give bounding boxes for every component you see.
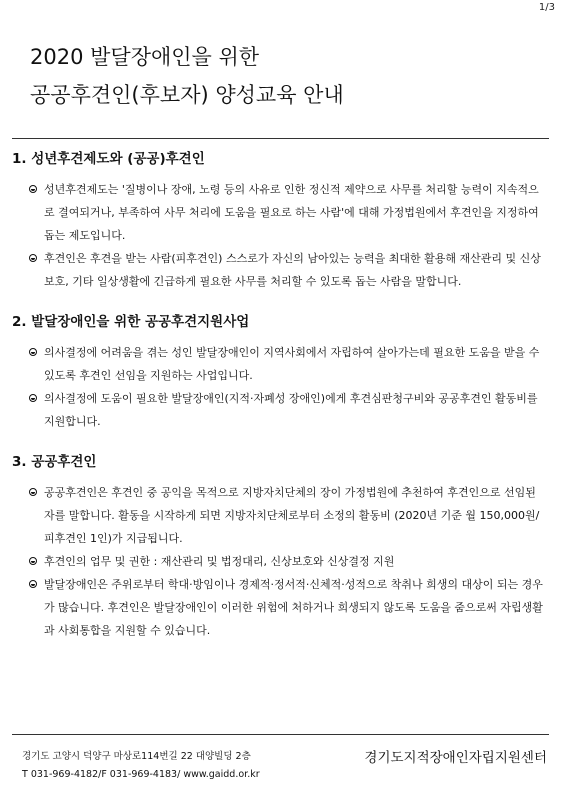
list-item-text: 발달장애인은 주위로부터 학대·방임이나 경제적·정서적·신체적·성적으로 착취나 희생의 대상이 되는 경우가 많습니다. 후견인은 발달장애인이 이러한 위험에 처하거나 희생되지 않도록 도움을 줌으로써 자립생활과 사회통합을 지원할 수 있습니다. [44,578,543,637]
page-number: 1/3 [538,2,555,13]
circle-bullet-icon [29,185,37,193]
circle-bullet-icon [29,254,37,262]
list-item [12,481,549,550]
footer-organization: 경기도지적장애인자립지원센터 [364,750,547,766]
list-item-text: 공공후견인은 후견인 중 공익을 목적으로 지방자치단체의 장이 가정법원에 추천하여 후견인으로 선임된 자를 말합니다. 활동을 시작하게 되면 지방자치단체로부터 소정의 활동비 (2020년 기준 월 150,000원/피후견인 1인)가 지급됩니다. [44,486,540,545]
list-item-text: 후견인의 업무 및 권한 : 재산관리 및 법정대리, 신상보호와 신상결정 지원 [44,555,395,568]
circle-bullet-icon [29,580,37,588]
list-item [12,387,549,433]
list-item [12,573,549,642]
list-item [12,247,549,293]
circle-bullet-icon [29,348,37,356]
list-item-text: 의사결정에 도움이 필요한 발달장애인(지적·자폐성 장애인)에게 후견심판청구비와 공공후견인 활동비를 지원합니다. [44,392,538,428]
bottom-divider [12,734,549,735]
list-item-text: 의사결정에 어려움을 겪는 성인 발달장애인이 지역사회에서 자립하여 살아가는데 필요한 도움을 받을 수 있도록 후견인 선임을 지원하는 사업입니다. [44,346,540,382]
list-item-text: 성년후견제도는 '질병이나 장애, 노령 등의 사유로 인한 정신적 제약으로 사무를 처리할 능력이 지속적으로 결여되거나, 부족하여 사무 처리에 도움을 필요로 하는 사람'에 대해 가정법원에서 후견인을 지정하여 돕는 제도입니다. [44,183,539,242]
section-3 [12,451,549,642]
circle-bullet-icon [29,488,37,496]
list-item [12,178,549,247]
document-body [12,148,549,660]
list-item-text: 후견인은 후견을 받는 사람(피후견인) 스스로가 자신의 남아있는 능력을 최대한 활용해 재산관리 및 신상보호, 기타 일상생활에 긴급하게 필요한 사무를 처리할 수 있도록 돕는 사람을 말합니다. [44,252,541,288]
section-1 [12,148,549,293]
section-2 [12,311,549,433]
top-divider [12,138,549,139]
section-heading: 3. 공공후견인 [12,454,97,470]
section-heading: 1. 성년후견제도와 (공공)후견인 [12,151,205,167]
footer-address: 경기도 고양시 덕양구 마상로114번길 22 대양빌딩 2층 [22,751,251,762]
title-line-1: 2020 발달장애인을 위한 [30,45,260,69]
list-item [12,550,549,573]
footer-contact-block [22,748,260,784]
list-item [12,341,549,387]
circle-bullet-icon [29,394,37,402]
title-line-2: 공공후견인(후보자) 양성교육 안내 [30,83,344,107]
footer-contact: T 031-969-4182/F 031-969-4183/ www.gaidd.or.kr [22,769,260,780]
page-title [30,38,344,114]
circle-bullet-icon [29,557,37,565]
section-heading: 2. 발달장애인을 위한 공공후견지원사업 [12,314,250,330]
